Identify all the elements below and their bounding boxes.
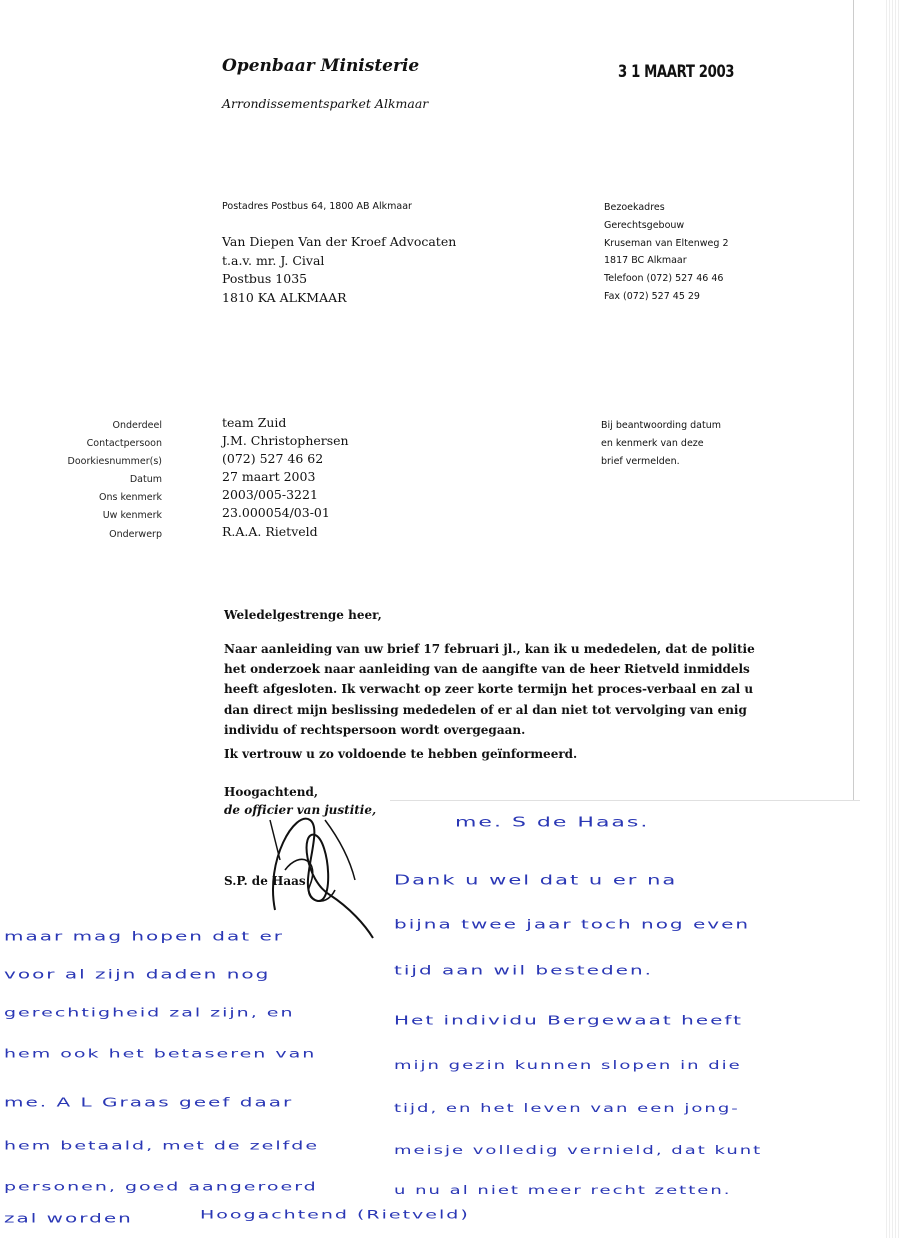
visit-line: Gerechtsgebouw bbox=[604, 219, 685, 231]
handwritten-line: personen, goed aangeroerd bbox=[4, 1180, 318, 1194]
handwritten-line: voor al zijn daden nog bbox=[4, 966, 271, 982]
handwritten-line: me. A L Graas geef daar bbox=[4, 1094, 294, 1110]
visit-line: Kruseman van Eltenweg 2 bbox=[604, 237, 729, 249]
handwritten-line: zal worden bbox=[4, 1210, 133, 1226]
recipient-line: t.a.v. mr. J. Cival bbox=[222, 252, 325, 268]
handwritten-line: u nu al niet meer recht zetten. bbox=[394, 1183, 732, 1198]
reply-note bbox=[601, 417, 721, 471]
handwritten-line: hem betaald, met de zelfde bbox=[4, 1139, 320, 1153]
closing-role: de officier van justitie, bbox=[224, 803, 377, 817]
handwritten-line: tijd aan wil besteden. bbox=[394, 962, 653, 978]
reply-note-line: Bij beantwoording datum bbox=[601, 420, 721, 431]
handwritten-line: mijn gezin kunnen slopen in die bbox=[394, 1058, 742, 1073]
handwritten-line: bijna twee jaar toch nog even bbox=[394, 916, 751, 932]
details-values bbox=[222, 414, 349, 541]
organization-name: Openbaar Ministerie bbox=[222, 56, 420, 76]
visit-address bbox=[604, 199, 729, 306]
salutation: Weledelgestrenge heer, bbox=[224, 608, 382, 622]
detail-label: Ons kenmerk bbox=[98, 492, 162, 504]
visit-line: 1817 BC Alkmaar bbox=[604, 255, 687, 267]
closing: Hoogachtend, bbox=[224, 785, 319, 799]
handwritten-line: Het individu Bergewaat heeft bbox=[394, 1012, 743, 1028]
detail-value: 23.000054/03-01 bbox=[222, 505, 330, 521]
detail-value: (072) 527 46 62 bbox=[222, 451, 324, 467]
fold-crease-bottom bbox=[390, 800, 860, 801]
letter-paragraph: Ik vertrouw u zo voldoende te hebben geïnformeerd. bbox=[224, 747, 578, 761]
department-name: Arrondissementsparket Alkmaar bbox=[222, 96, 429, 111]
detail-label: Uw kenmerk bbox=[102, 510, 162, 522]
recipient-line: Van Diepen Van der Kroef Advocaten bbox=[222, 234, 457, 249]
detail-label: Onderwerp bbox=[109, 528, 162, 540]
visit-line: Fax (072) 527 45 29 bbox=[604, 290, 700, 302]
fold-crease bbox=[853, 0, 854, 800]
detail-value: 27 maart 2003 bbox=[222, 469, 316, 485]
details-labels bbox=[30, 417, 162, 544]
detail-label: Onderdeel bbox=[112, 420, 162, 431]
visit-line: Bezoekadres bbox=[604, 202, 665, 213]
page-edge bbox=[886, 0, 900, 1238]
recipient-line: 1810 KA ALKMAAR bbox=[222, 289, 347, 305]
recipient-line: Postbus 1035 bbox=[222, 271, 308, 286]
detail-value: 2003/005-3221 bbox=[222, 487, 318, 503]
signer-name: S.P. de Haas bbox=[224, 874, 306, 888]
detail-value: J.M. Christophersen bbox=[222, 433, 349, 449]
handwritten-line: maar mag hopen dat er bbox=[4, 928, 284, 944]
detail-value: team Zuid bbox=[222, 415, 287, 430]
received-stamp: 3 1 MAART 2003 bbox=[618, 62, 735, 82]
reply-note-line: en kenmerk van deze bbox=[601, 438, 704, 450]
visit-line: Telefoon (072) 527 46 46 bbox=[604, 273, 724, 285]
handwritten-line: tijd, en het leven van een jong- bbox=[394, 1101, 740, 1116]
handwritten-line: meisje volledig vernield, dat kunt bbox=[394, 1143, 763, 1158]
postal-address: Postadres Postbus 64, 1800 AB Alkmaar bbox=[222, 201, 412, 212]
handwritten-line: Dank u wel dat u er na bbox=[394, 872, 678, 888]
detail-label: Datum bbox=[129, 474, 162, 486]
detail-value: R.A.A. Rietveld bbox=[222, 523, 318, 539]
detail-label: Contactpersoon bbox=[86, 438, 162, 450]
recipient-address bbox=[222, 233, 456, 307]
handwritten-line: gerechtigheid zal zijn, en bbox=[4, 1006, 295, 1020]
handwritten-line: me. S de Haas. bbox=[455, 814, 650, 831]
handwritten-signoff: Hoogachtend (Rietveld) bbox=[200, 1208, 470, 1222]
reply-note-line: brief vermelden. bbox=[601, 456, 680, 468]
letter-paragraph: Naar aanleiding van uw brief 17 februari jl., kan ik u mededelen, dat de politie het onderzoek naar aanleiding van de aangifte van de heer Rietveld inmiddels heeft afgesloten. Ik verwacht op zeer korte termijn het proces-verbaal en zal u dan direct mijn beslissing mededelen of er al dan niet tot vervolging van enig individu of rechtspersoon wordt overgegaan. bbox=[224, 642, 755, 737]
handwritten-line: hem ook het betaseren van bbox=[4, 1047, 317, 1061]
detail-label: Doorkiesnummer(s) bbox=[67, 456, 162, 468]
handwritten-signature bbox=[255, 800, 385, 940]
